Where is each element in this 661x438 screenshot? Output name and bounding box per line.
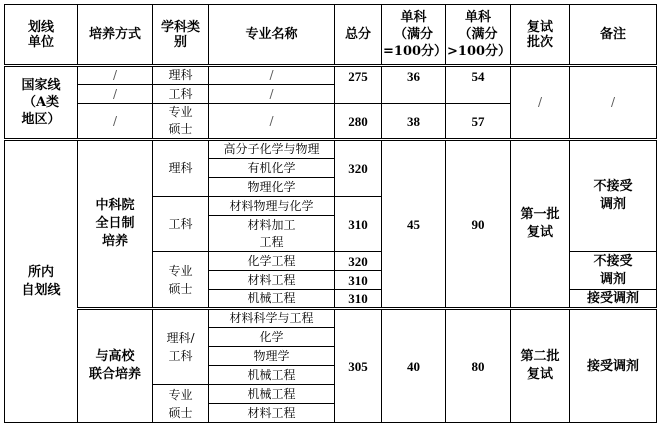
- fulltime-total-science: 320: [335, 140, 382, 197]
- national-category-science: 理科: [153, 66, 209, 85]
- joint-batch: 第二批 复试: [511, 309, 570, 423]
- national-total-professional: 280: [335, 104, 382, 140]
- major-physical-chemistry: 物理化学: [209, 178, 335, 197]
- fulltime-note-2: 不接受 调剂: [570, 252, 657, 290]
- joint-major-materials-engineering: 材料工程: [209, 404, 335, 423]
- header-single-100: 单科 （满分 =100分）: [382, 5, 446, 66]
- joint-major-mechanical: 机械工程: [209, 366, 335, 385]
- admission-score-table: [4, 4, 657, 423]
- major-organic-chemistry: 有机化学: [209, 159, 335, 178]
- national-total-science: 275: [335, 66, 382, 104]
- national-row-science: [5, 66, 657, 85]
- national-single-a-science: 36: [382, 66, 446, 104]
- header-row: [5, 5, 657, 66]
- fulltime-single-a: 45: [382, 140, 446, 309]
- fulltime-total-chemical: 320: [335, 252, 382, 271]
- joint-single-b: 80: [446, 309, 511, 423]
- fulltime-mode: 中科院 全日制 培养: [78, 140, 153, 309]
- major-mechanical-engineering: 机械工程: [209, 290, 335, 309]
- joint-major-mechanical-2: 机械工程: [209, 385, 335, 404]
- national-single-b-professional: 57: [446, 104, 511, 140]
- joint-major-chemistry: 化学: [209, 328, 335, 347]
- national-mode-slash-2: /: [78, 85, 153, 104]
- header-major: 专业名称: [209, 5, 335, 66]
- major-materials-engineering: 材料工程: [209, 271, 335, 290]
- fulltime-category-science: 理科: [153, 140, 209, 197]
- joint-category-professional: 专业 硕士: [153, 385, 209, 423]
- joint-major-materials-science: 材料科学与工程: [209, 309, 335, 328]
- national-mode-slash-3: /: [78, 104, 153, 140]
- national-category-engineering: 工科: [153, 85, 209, 104]
- header-total: 总分: [335, 5, 382, 66]
- national-single-b-science: 54: [446, 66, 511, 104]
- fulltime-category-engineering: 工科: [153, 197, 209, 252]
- fulltime-category-professional: 专业 硕士: [153, 252, 209, 309]
- national-mode-slash-1: /: [78, 66, 153, 85]
- national-category-professional: 专业 硕士: [153, 104, 209, 140]
- joint-single-a: 40: [382, 309, 446, 423]
- joint-category-science-engineering: 理科/ 工科: [153, 309, 209, 385]
- header-mode: 培养方式: [78, 5, 153, 66]
- joint-major-physics: 物理学: [209, 347, 335, 366]
- joint-row-1: [5, 309, 657, 328]
- major-materials-physics: 材料物理与化学: [209, 197, 335, 216]
- major-polymer-chemistry: 高分子化学与物理: [209, 140, 335, 159]
- national-major-slash-3: /: [209, 104, 335, 140]
- header-note: 备注: [570, 5, 657, 66]
- national-major-slash-2: /: [209, 85, 335, 104]
- joint-note: 接受调剂: [570, 309, 657, 423]
- fulltime-total-engineering: 310: [335, 197, 382, 252]
- national-batch-slash: /: [511, 66, 570, 140]
- fulltime-total-materials: 310: [335, 271, 382, 290]
- national-note-slash: /: [570, 66, 657, 140]
- joint-total: 305: [335, 309, 382, 423]
- national-single-a-professional: 38: [382, 104, 446, 140]
- fulltime-row-1: [5, 140, 657, 159]
- fulltime-note-1: 不接受 调剂: [570, 140, 657, 252]
- national-major-slash-1: /: [209, 66, 335, 85]
- major-materials-processing: 材料加工 工程: [209, 216, 335, 252]
- header-unit: 划线 单位: [5, 5, 78, 66]
- header-batch: 复试 批次: [511, 5, 570, 66]
- fulltime-single-b: 90: [446, 140, 511, 309]
- national-unit: 国家线 （A类 地区）: [5, 66, 78, 140]
- admission-score-table-wrapper: [4, 4, 657, 423]
- fulltime-total-mechanical: 310: [335, 290, 382, 309]
- institute-unit: 所内 自划线: [5, 140, 78, 423]
- header-category: 学科类 别: [153, 5, 209, 66]
- major-chemical-engineering: 化学工程: [209, 252, 335, 271]
- fulltime-note-3: 接受调剂: [570, 290, 657, 309]
- joint-mode: 与高校 联合培养: [78, 309, 153, 423]
- header-single-over-100: 单科 （满分 >100分）: [446, 5, 511, 66]
- fulltime-batch: 第一批 复试: [511, 140, 570, 309]
